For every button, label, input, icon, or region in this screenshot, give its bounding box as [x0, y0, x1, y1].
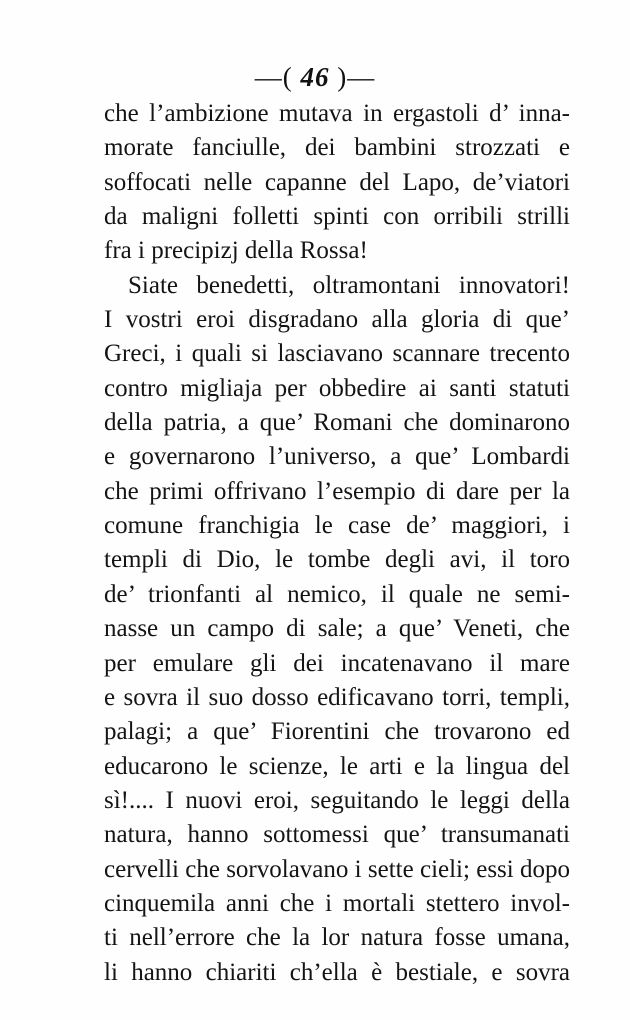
text-line: natura, hanno sottomessi que’ transumanati	[104, 821, 570, 849]
text-line: contro migliaja per obbedire ai santi statuti	[104, 374, 570, 402]
text-line: nasse un campo di sale; a que’ Veneti, che	[104, 615, 570, 643]
text-line: e governarono l’universo, a que’ Lombardi	[104, 443, 570, 471]
text-line: comune franchigia le case de’ maggiori, i	[104, 512, 570, 540]
text-line: soffocati nelle capanne del Lapo, de’viatori	[104, 168, 570, 196]
text-line: fra i precipizj della Rossa!	[104, 237, 368, 265]
text-line: che l’ambizione mutava in ergastoli d’ inna-	[104, 100, 570, 127]
body-text	[104, 97, 570, 990]
page-number-suffix: )—	[337, 62, 376, 92]
text-line: e sovra il suo dosso edificavano torri, templi,	[104, 683, 570, 711]
text-line: da maligni folletti spinti con orribili strilli	[104, 203, 570, 231]
text-line: cinquemila anni che i mortali stettero invol-	[104, 889, 570, 917]
text-line: educarono le scienze, le arti e la lingua del	[104, 752, 570, 780]
text-line: palagi; a que’ Fiorentini che trovarono ed	[104, 718, 570, 746]
text-line: che primi offrivano l’esempio di dare per la	[104, 477, 570, 505]
text-line: templi di Dio, le tombe degli avi, il toro	[104, 546, 570, 574]
text-line: I vostri eroi disgradano alla gloria di que’	[104, 306, 570, 334]
page-number-prefix: —(	[254, 62, 293, 92]
text-line: per emulare gli dei incatenavano il mare	[104, 649, 570, 677]
text-line: morate fanciulle, dei bambini strozzati e	[104, 134, 570, 162]
text-line: sì!.... I nuovi eroi, seguitando le leggi della	[104, 786, 570, 814]
text-line: de’ trionfanti al nemico, il quale ne semi-	[104, 580, 570, 608]
page-number-value: 46	[300, 62, 330, 92]
text-line: Siate benedetti, oltramontani innovatori!	[128, 271, 570, 299]
text-line: li hanno chiariti ch’ella è bestiale, e sovra	[104, 958, 570, 986]
text-line: ti nell’errore che la lor natura fosse umana,	[104, 924, 570, 952]
text-line: cervelli che sorvolavano i sette cieli; essi dopo	[104, 855, 570, 883]
text-line: Greci, i quali si lasciavano scannare trecento	[104, 340, 570, 368]
text-line: della patria, a que’ Romani che dominarono	[104, 409, 570, 437]
page-number	[0, 62, 630, 93]
